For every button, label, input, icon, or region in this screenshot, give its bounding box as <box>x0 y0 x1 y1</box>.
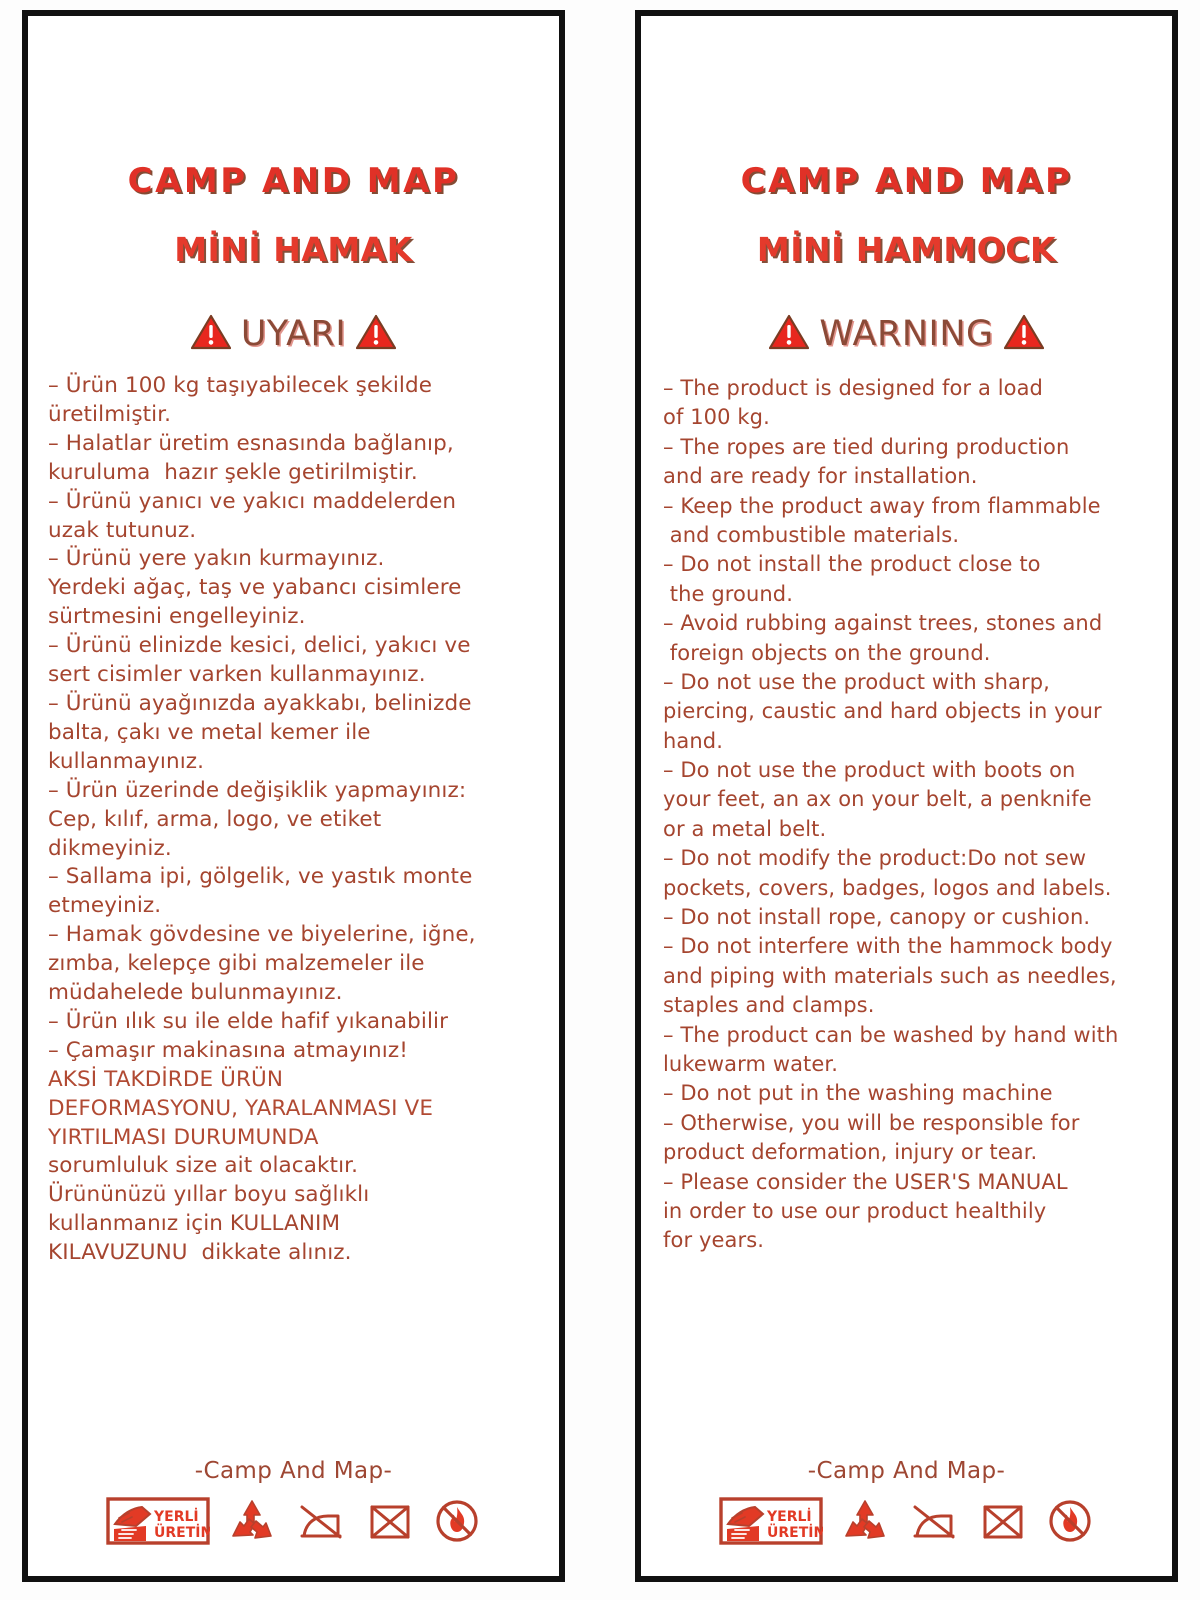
product-subtitle: MİNİ HAMAK <box>174 230 413 269</box>
warning-line: – Do not use the product with sharp, <box>663 669 1050 694</box>
warning-triangle-icon <box>1004 314 1044 354</box>
warning-line: pockets, covers, badges, logos and labels. <box>663 875 1112 900</box>
signature: -Camp And Map- <box>194 1458 393 1484</box>
care-icon-row <box>44 1496 543 1546</box>
warning-line: – Otherwise, you will be responsible for <box>663 1110 1080 1135</box>
warning-line: – Halatlar üretim esnasında bağlanıp, <box>48 430 454 456</box>
warning-line: – The product can be washed by hand with <box>663 1022 1119 1047</box>
warning-line: – Ürünü yere yakın kurmayınız. <box>48 546 385 572</box>
warning-line: – Do not interfere with the hammock body <box>663 934 1113 959</box>
warning-line: piercing, caustic and hard objects in your <box>663 699 1102 724</box>
warning-triangle-icon <box>769 314 809 354</box>
warning-line: dikmeyiniz. <box>48 835 172 861</box>
warning-line: Ürününüzü yıllar boyu sağlıklı <box>48 1182 370 1208</box>
product-subtitle: MİNİ HAMMOCK <box>756 230 1057 269</box>
warning-line: – Do not put in the washing machine <box>663 1081 1053 1106</box>
warning-line: foreign objects on the ground. <box>663 640 991 665</box>
warning-line: – Ürünü elinizde kesici, delici, yakıcı ve <box>48 633 471 659</box>
warning-header <box>657 314 1156 354</box>
warning-line: – Do not install rope, canopy or cushion. <box>663 905 1091 930</box>
no-fire-icon <box>432 1496 482 1546</box>
svg-text:ÜRETİM: ÜRETİM <box>153 1525 210 1541</box>
warning-line: – Ürün ılık su ile elde hafif yıkanabilir <box>48 1008 449 1034</box>
warning-text-turkish <box>44 372 543 1268</box>
warning-line: – Ürün üzerinde değişiklik yapmayınız: <box>48 777 467 803</box>
warning-header <box>44 314 543 354</box>
warning-line: – Ürünü yanıcı ve yakıcı maddelerden <box>48 488 457 514</box>
panel-footer <box>44 1458 543 1576</box>
warning-label: WARNING <box>819 314 994 354</box>
warning-line: müdahelede bulunmayınız. <box>48 980 343 1006</box>
warning-line: – Do not install the product close to <box>663 552 1041 577</box>
warning-panel-turkish <box>22 10 565 1582</box>
warning-triangle-icon <box>356 314 396 354</box>
warning-panel-english <box>635 10 1178 1582</box>
warning-line: and combustible materials. <box>663 522 960 547</box>
svg-text:ÜRETİM: ÜRETİM <box>766 1525 823 1541</box>
yerli-uretim-badge-icon <box>719 1496 823 1546</box>
warning-line: – Sallama ipi, gölgelik, ve yastık monte <box>48 864 473 890</box>
warning-line: etmeyiniz. <box>48 893 162 919</box>
care-icon-row <box>657 1496 1156 1546</box>
warning-line: – The product is designed for a load <box>663 376 1043 400</box>
do-not-iron-icon <box>294 1496 348 1546</box>
warning-line: the ground. <box>663 581 793 606</box>
do-not-bleach-icon <box>978 1496 1028 1546</box>
warning-line: – Ürün 100 kg taşıyabilecek şekilde <box>48 373 433 398</box>
warning-line: kuruluma hazır şekle getirilmiştir. <box>48 459 418 485</box>
warning-triangle-icon <box>191 314 231 354</box>
panel-footer <box>657 1458 1156 1576</box>
warning-line: – Çamaşır makinasına atmayınız! <box>48 1037 408 1063</box>
warning-line: – Avoid rubbing against trees, stones and <box>663 611 1103 636</box>
warning-line: zımba, kelepçe gibi malzemeler ile <box>48 951 425 977</box>
warning-line: and piping with materials such as needles, <box>663 963 1117 988</box>
warning-line: in order to use our product healthily <box>663 1198 1047 1223</box>
warning-line: sorumluluk size ait olacaktır. <box>48 1153 359 1179</box>
warning-line: or a metal belt. <box>663 816 827 841</box>
warning-label: UYARI <box>240 314 347 354</box>
warning-line: – The ropes are tied during production <box>663 434 1070 459</box>
warning-line: AKSİ TAKDİRDE ÜRÜN <box>48 1066 284 1092</box>
warning-line: Yerdeki ağaç, taş ve yabancı cisimlere <box>48 575 462 601</box>
svg-text:YERLİ: YERLİ <box>766 1509 812 1525</box>
warning-text-english <box>657 374 1156 1256</box>
warning-line: – Hamak gövdesine ve biyelerine, iğne, <box>48 922 476 948</box>
warning-line: üretilmiştir. <box>48 401 172 427</box>
warning-line: YIRTILMASI DURUMUNDA <box>48 1124 319 1150</box>
warning-line: kullanmayınız. <box>48 748 205 774</box>
warning-line: hand. <box>663 728 723 753</box>
warning-line: uzak tutunuz. <box>48 517 197 543</box>
recycling-icon <box>840 1496 890 1546</box>
warning-line: lukewarm water. <box>663 1051 838 1076</box>
warning-line: sert cisimler varken kullanmayınız. <box>48 662 426 688</box>
warning-line: of 100 kg. <box>663 405 770 430</box>
warning-line: – Keep the product away from flammable <box>663 493 1101 518</box>
warning-line: balta, çakı ve metal kemer ile <box>48 719 371 745</box>
warning-line: Cep, kılıf, arma, logo, ve etiket <box>48 806 382 832</box>
warning-line: for years. <box>663 1228 765 1253</box>
recycling-icon <box>227 1496 277 1546</box>
warning-line: DEFORMASYONU, YARALANMASI VE <box>48 1095 434 1121</box>
warning-line: and are ready for installation. <box>663 464 978 489</box>
signature: -Camp And Map- <box>807 1458 1006 1484</box>
warning-line: staples and clamps. <box>663 993 875 1018</box>
warning-line: your feet, an ax on your belt, a penknife <box>663 787 1092 812</box>
do-not-iron-icon <box>907 1496 961 1546</box>
warning-line: product deformation, injury or tear. <box>663 1140 1038 1165</box>
no-fire-icon <box>1045 1496 1095 1546</box>
brand-title: CAMP AND MAP <box>740 161 1073 201</box>
yerli-uretim-badge-icon <box>106 1496 210 1546</box>
warning-line: – Ürünü ayağınızda ayakkabı, belinizde <box>48 690 472 716</box>
warning-line: kullanmanız için KULLANIM <box>48 1211 341 1237</box>
warning-line: – Do not modify the product:Do not sew <box>663 846 1087 871</box>
svg-text:YERLİ: YERLİ <box>153 1509 199 1525</box>
warning-line: sürtmesini engelleyiniz. <box>48 604 306 630</box>
brand-title: CAMP AND MAP <box>127 161 460 201</box>
warning-line: – Do not use the product with boots on <box>663 758 1076 783</box>
do-not-bleach-icon <box>365 1496 415 1546</box>
warning-line: – Please consider the USER'S MANUAL <box>663 1169 1068 1194</box>
warning-line: KILAVUZUNU dikkate alınız. <box>48 1240 352 1266</box>
